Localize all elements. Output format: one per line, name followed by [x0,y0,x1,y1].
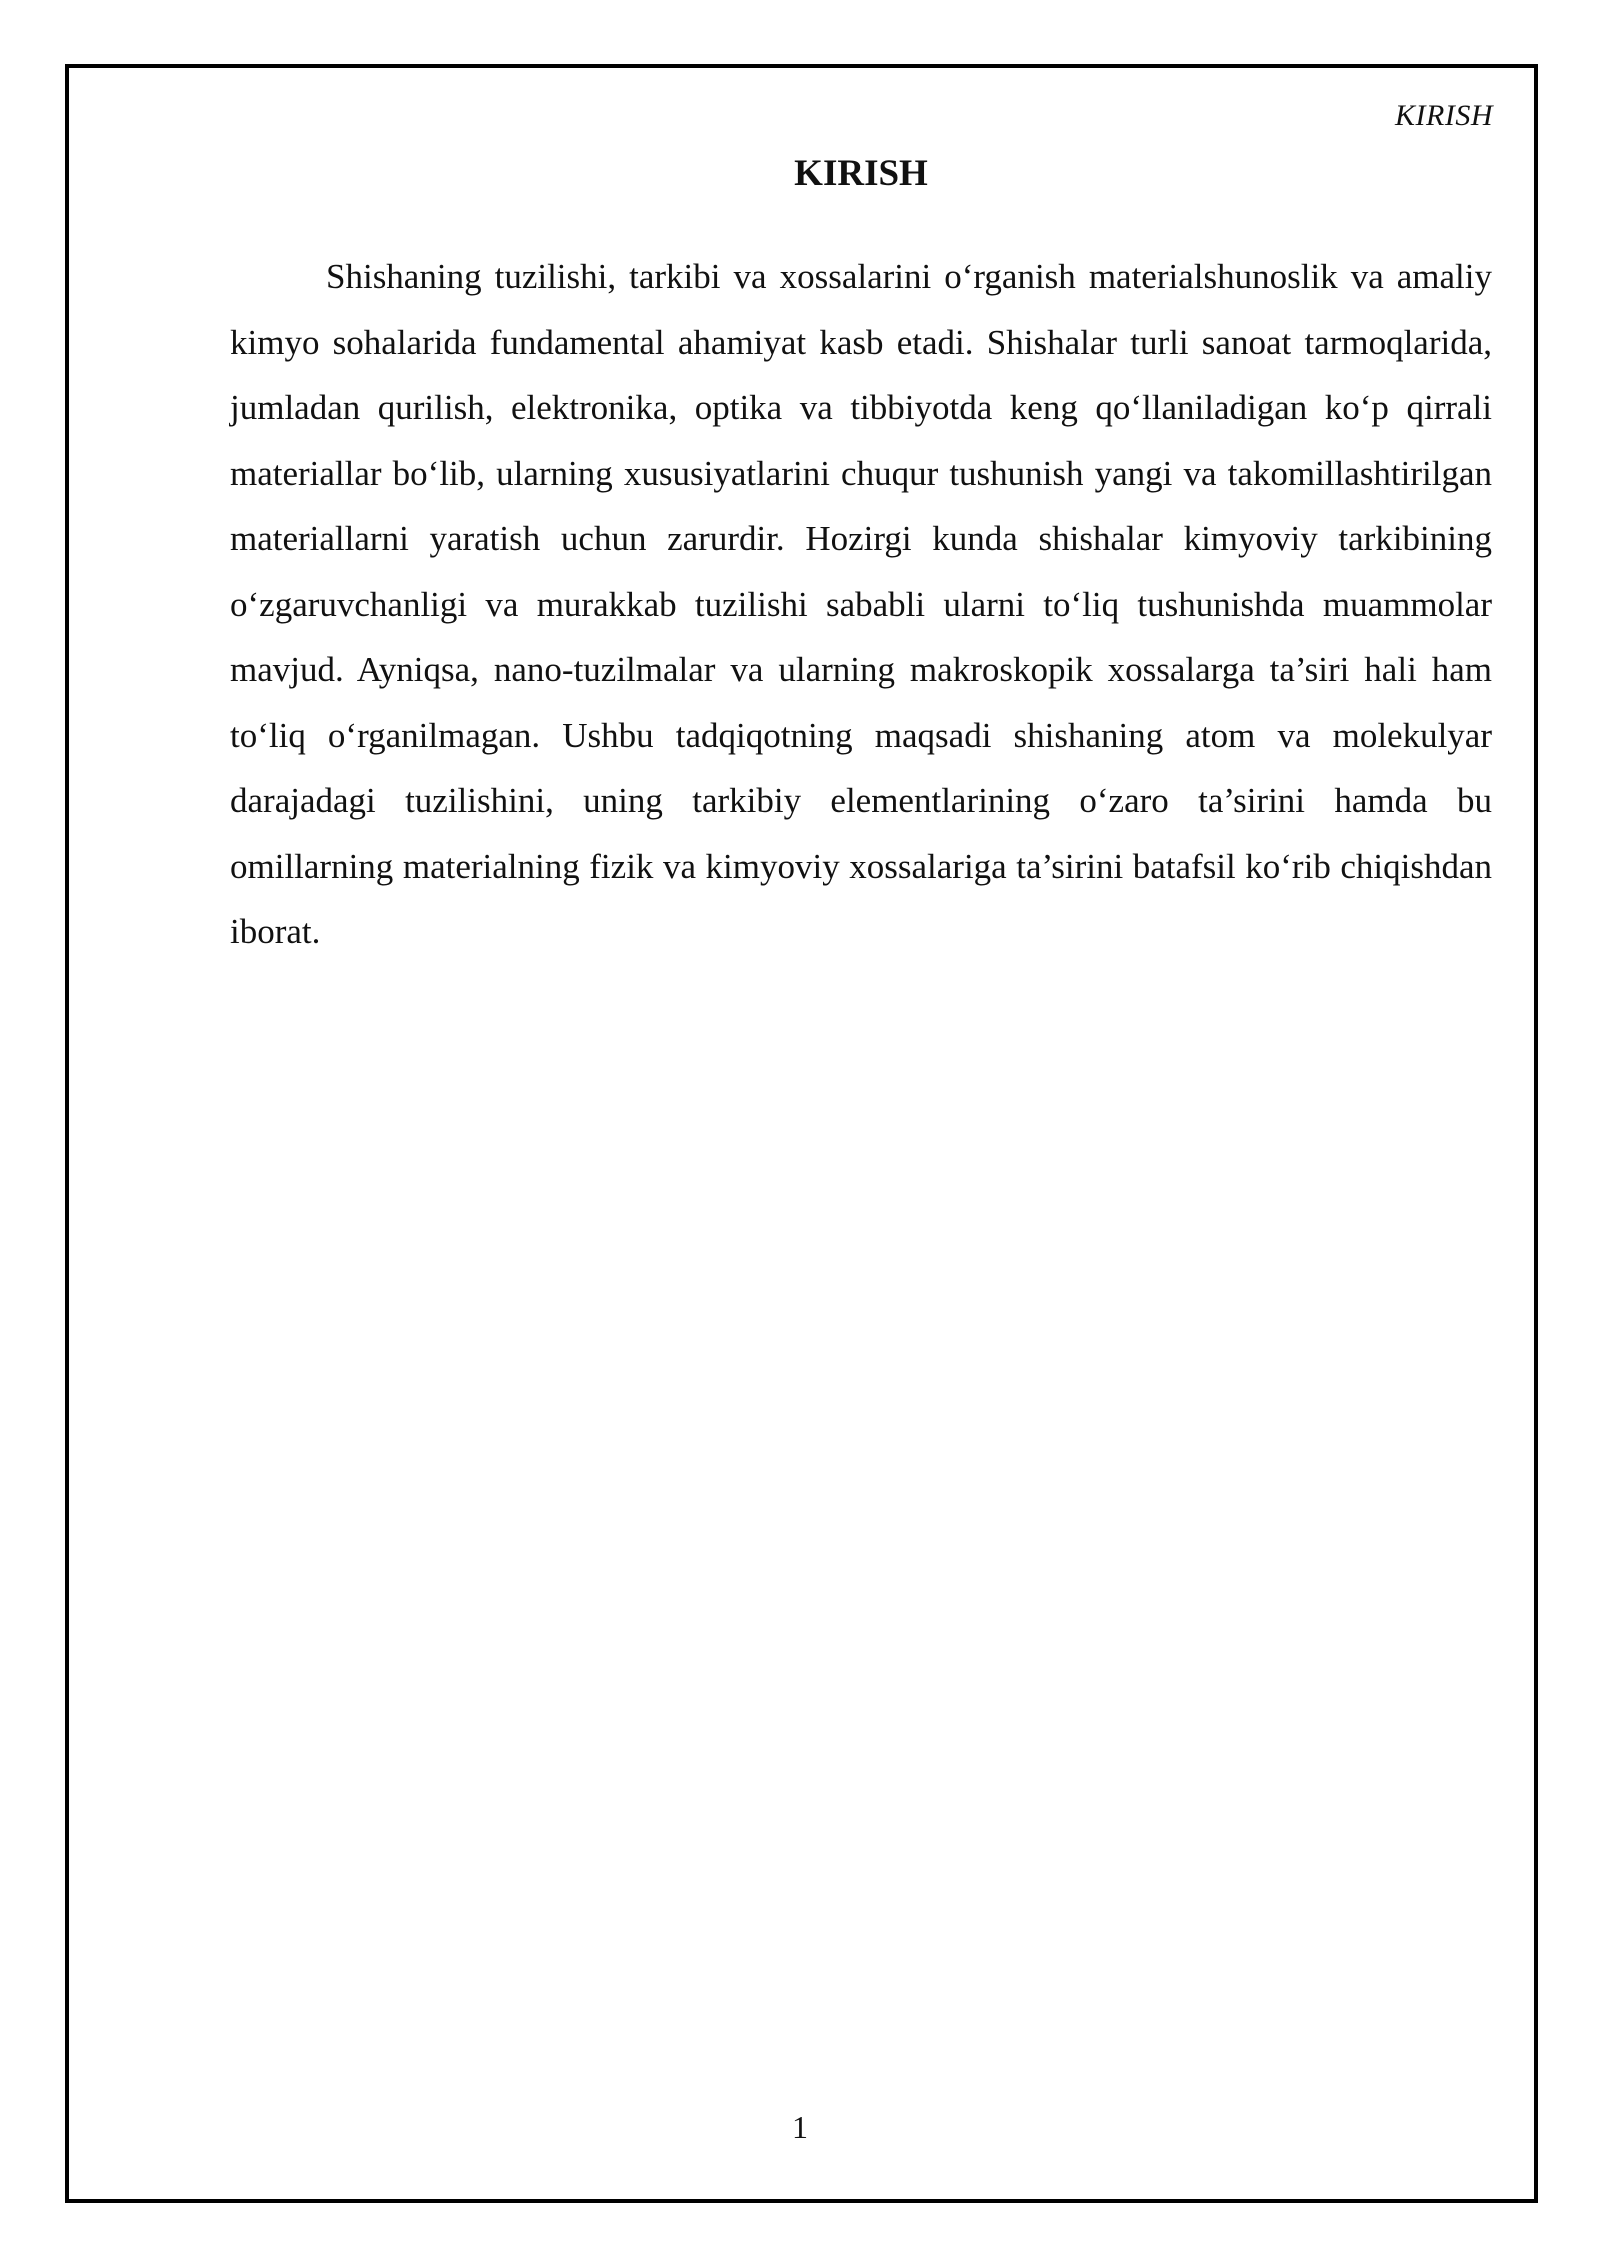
page-number: 1 [792,2109,808,2145]
running-header: KIRISH [1395,99,1493,132]
page-title: KIRISH [794,153,928,194]
body-paragraph: Shishaning tuzilishi, tarkibi va xossalarini o‘rganish materialshunoslik va amaliy kimyo sohalarida fundamental ahamiyat kasb etadi. Shishalar turli sanoat tarmoqlarida, jumladan qurilish, elektronika, optika va tibbiyotda keng qo‘llaniladigan ko‘p qirrali materiallar bo‘lib, ularning xususiyatlarini chuqur tushunish yangi va takomillashtirilgan materiallarni yaratish uchun zarurdir. Hozirgi kunda shishalar kimyoviy tarkibining o‘zgaruvchanligi va murakkab tuzilishi sababli ularni to‘liq tushunishda muammolar mavjud. Ayniqsa, nano-tuzilmalar va ularning makroskopik xossalarga ta’siri hali ham to‘liq o‘rganilmagan. Ushbu tadqiqotning maqsadi shishaning atom va molekulyar darajadagi tuzilishini, uning tarkibiy elementlarining o‘zaro ta’sirini hamda bu omillarning materialning fizik va kimyoviy xossalariga ta’sirini batafsil ko‘rib chiqishdan iborat. [230,257,1492,951]
